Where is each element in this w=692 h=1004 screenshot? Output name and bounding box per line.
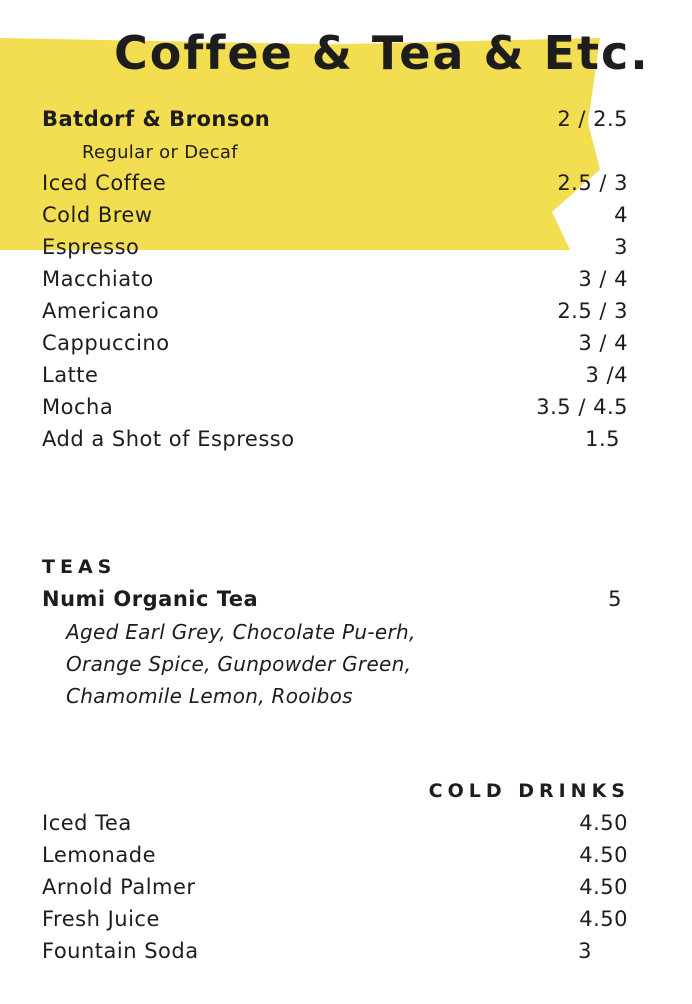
- item-name: Espresso: [42, 235, 140, 259]
- item-price: 4.50: [579, 843, 628, 867]
- menu-item-lemonade: [42, 843, 628, 873]
- item-price: 4.50: [579, 811, 628, 835]
- item-price: 3 /4: [585, 363, 628, 387]
- item-price: 2.5 / 3: [557, 171, 628, 195]
- item-name: Cappuccino: [42, 331, 170, 355]
- item-name: Iced Coffee: [42, 171, 167, 195]
- item-name: Batdorf & Bronson: [42, 107, 271, 131]
- item-price: 3 / 4: [578, 331, 628, 355]
- menu-item-batdorf-bronson: [42, 107, 628, 137]
- item-price: 3: [614, 235, 628, 259]
- item-price: 3 / 4: [578, 267, 628, 291]
- menu-item-iced-tea: [42, 811, 628, 841]
- menu-item-latte: [42, 363, 628, 393]
- item-name: Mocha: [42, 395, 114, 419]
- menu-item-macchiato: [42, 267, 628, 297]
- item-price: 3: [578, 939, 592, 963]
- tea-flavors-line: Orange Spice, Gunpowder Green,: [66, 652, 412, 676]
- item-name: Lemonade: [42, 843, 156, 867]
- item-name: Arnold Palmer: [42, 875, 196, 899]
- item-name: Fountain Soda: [42, 939, 199, 963]
- menu-item-numi-tea: [42, 587, 628, 617]
- menu-item-fountain-soda: [42, 939, 628, 969]
- section-heading-cold-drinks: COLD DRINKS: [428, 780, 630, 802]
- item-price: 4: [614, 203, 628, 227]
- item-name: Fresh Juice: [42, 907, 160, 931]
- item-name: Macchiato: [42, 267, 154, 291]
- menu-item-cold-brew: [42, 203, 628, 233]
- item-price: 3.5 / 4.5: [536, 395, 628, 419]
- menu-item-espresso: [42, 235, 628, 265]
- menu-item-mocha: [42, 395, 628, 425]
- item-price: 4.50: [579, 907, 628, 931]
- menu-item-americano: [42, 299, 628, 329]
- section-heading-teas: TEAS: [42, 556, 117, 578]
- menu-item-fresh-juice: [42, 907, 628, 937]
- menu-item-cappuccino: [42, 331, 628, 361]
- tea-flavors-line: Chamomile Lemon, Rooibos: [66, 684, 353, 708]
- item-name: Iced Tea: [42, 811, 132, 835]
- item-price: 2 / 2.5: [557, 107, 628, 131]
- batdorf-note: Regular or Decaf: [82, 142, 238, 163]
- menu-item-add-shot: [42, 427, 628, 457]
- item-name: Latte: [42, 363, 99, 387]
- item-price: 2.5 / 3: [557, 299, 628, 323]
- menu-title: Coffee & Tea & Etc.: [114, 26, 650, 80]
- item-name: Numi Organic Tea: [42, 587, 259, 611]
- item-name: Americano: [42, 299, 160, 323]
- item-name: Add a Shot of Espresso: [42, 427, 295, 451]
- menu-item-iced-coffee: [42, 171, 628, 201]
- menu-item-arnold-palmer: [42, 875, 628, 905]
- item-price: 1.5: [585, 427, 620, 451]
- tea-flavors-line: Aged Earl Grey, Chocolate Pu-erh,: [66, 620, 416, 644]
- item-price: 5: [608, 587, 622, 611]
- item-price: 4.50: [579, 875, 628, 899]
- item-name: Cold Brew: [42, 203, 153, 227]
